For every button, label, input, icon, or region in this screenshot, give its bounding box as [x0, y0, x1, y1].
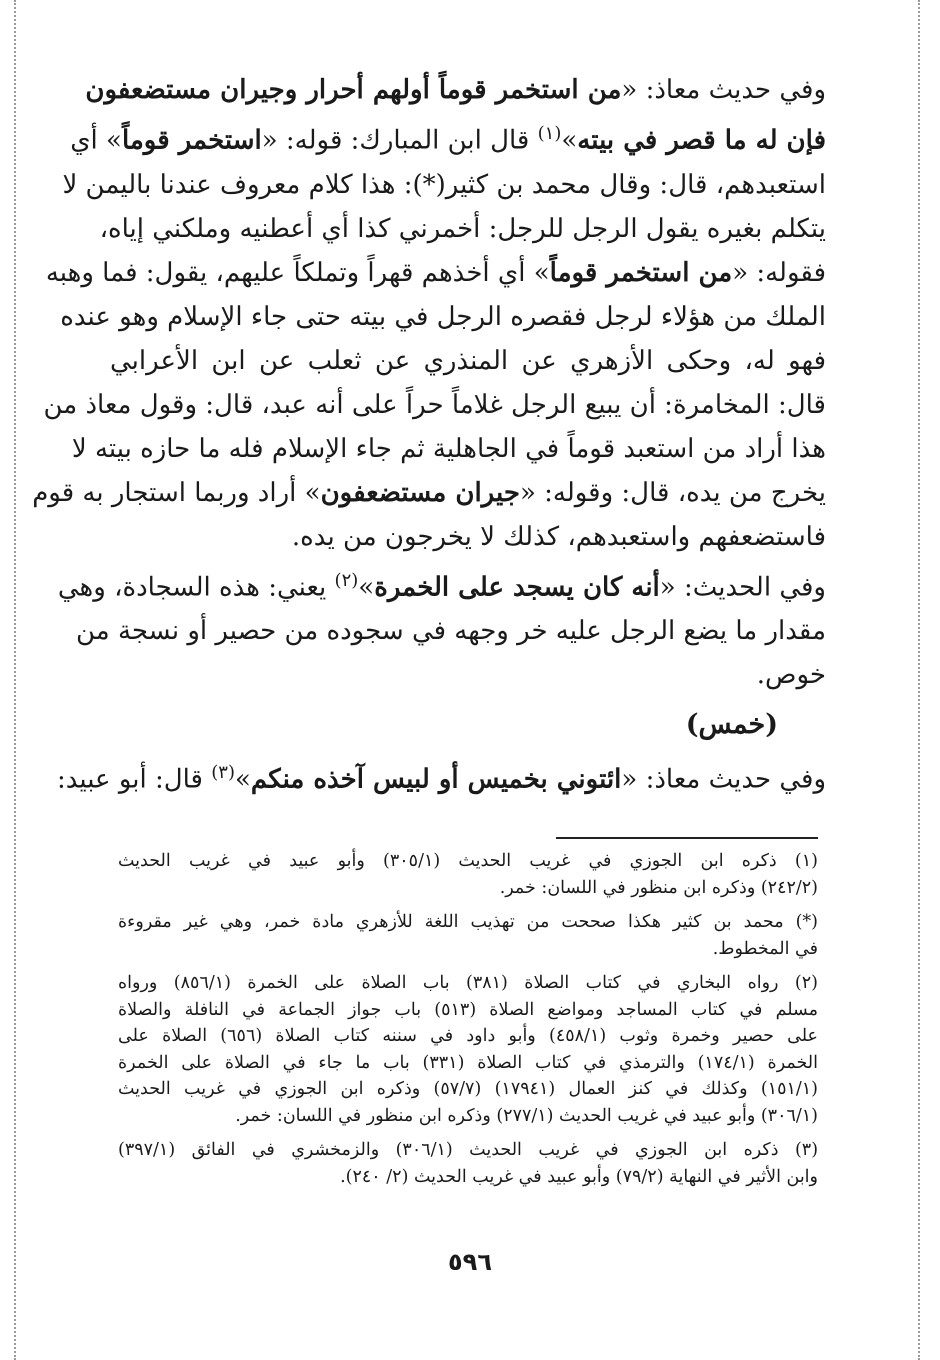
footnotes	[118, 848, 818, 1190]
footnote-line: (*) محمد بن كثير هكذا صححت من تهذيب اللغة للأزهري مادة خمر، وهي غير مقروءة	[118, 912, 818, 932]
text-run: فقوله: «	[732, 257, 826, 288]
text-line: هذا أراد من استعبد قوماً في الجاهلية ثم جاء الإسلام فله ما حازه بيته لا	[71, 433, 826, 464]
hadith-quote: استخمر قوماً	[121, 125, 262, 156]
hadith-quote: ائتوني بخميس أو لبيس آخذه منكم	[250, 764, 622, 795]
footnote-line: (٢٤٢/٢) وذكره ابن منظور في اللسان: خمر.	[499, 877, 818, 898]
text-run: يخرج من يده، قال: وقوله: «	[519, 477, 826, 508]
text-line	[45, 251, 826, 295]
footnote-ref[interactable]: (١)	[537, 123, 562, 144]
footnote-line: (٣) ذكره ابن الجوزي في غريب الحديث (٣٠٦/١) والزمخشري في الفائق (٣٩٧/١)	[118, 1140, 819, 1160]
text-run: قال: أبو عبيد:	[56, 764, 212, 795]
text-run: وفي الحديث: «	[659, 572, 826, 603]
footnote-line: (٣٠٦/١) وأبو عبيد في غريب الحديث (٢٧٧/١) وذكره ابن منظور في اللسان: خمر.	[235, 1105, 818, 1126]
text-line	[32, 471, 826, 515]
text-line: قال: المخامرة: أن يبيع الرجل غلاماً حراً على أنه عبد، قال: وقول معاذ من	[43, 389, 826, 420]
hadith-quote: أنه كان يسجد على الخمرة	[374, 572, 660, 603]
hadith-quote: جيران مستضعفون	[320, 477, 520, 508]
text-run: وفي حديث معاذ: «	[621, 764, 826, 795]
footnote-line: (٢) رواه البخاري في كتاب الصلاة (٣٨١) باب الصلاة على الخمرة (٨٥٦/١) ورواه	[118, 973, 818, 993]
text-run: »	[358, 572, 375, 603]
text-run: وفي حديث معاذ: «	[621, 75, 826, 105]
footnote-line: مسلم في كتاب المساجد ومواضع الصلاة (٥١٣) باب جواز الجماعة في النافلة والصلاة	[118, 999, 818, 1020]
text-run: » أراد وربما استجار به قوم	[32, 477, 321, 508]
footnote-line: وابن الأثير في النهاية (٧٩/٢) وأبو عبيد في غريب الحديث (٢/ ٢٤٠).	[340, 1166, 818, 1187]
text-line: استعبدهم، قال: وقال محمد بن كثير(*): هذا كلام معروف عندنا باليمن لا	[62, 169, 826, 200]
text-run: » أي أخذهم قهراً وتملكاً عليهم، يقول: فما وهبه	[45, 257, 550, 288]
text-line	[70, 112, 826, 163]
text-line	[57, 559, 826, 610]
footnote-line: (١٥١/١) وكذلك في كنز العمال (١٧٩٤١) (٥٧/٧) وذكره ابن الجوزي في غريب الحديث	[118, 1079, 818, 1099]
text-line: فهو له، وحكى الأزهري عن المنذري عن ثعلب عن ابن الأعرابي	[110, 345, 826, 376]
footnote-divider	[556, 837, 818, 839]
footnote-ref[interactable]: (٣)	[211, 762, 235, 784]
hadith-quote: فإن له ما قصر في بيته	[577, 125, 826, 156]
footnote-line: في المخطوط.	[712, 938, 818, 959]
text-line: الملك من هؤلاء لرجل فقصره الرجل في بيته حتى جاء الإسلام وهو عنده	[60, 301, 826, 332]
footnote-line: (١) ذكره ابن الجوزي في غريب الحديث (٣٠٥/١) وأبو عبيد في غريب الحديث	[118, 851, 818, 871]
scan-edge-right	[918, 0, 920, 1360]
hadith-quote: من استخمر قوماً	[549, 257, 733, 288]
text-line: مقدار ما يضع الرجل عليه خر وجهه في سجوده من حصير أو نسجة من	[75, 616, 826, 647]
text-line: فاستضعفهم واستعبدهم، كذلك لا يخرجون من يده.	[291, 521, 826, 552]
text-run: »	[561, 125, 578, 156]
text-run: » أي	[70, 125, 122, 156]
footnote-line: الخمرة (١٧٤/١) والترمذي في كتاب الصلاة (٣٣١) باب ما جاء في الصلاة على الخمرة	[118, 1052, 818, 1073]
main-text	[32, 68, 826, 802]
text-line: يتكلم بغيره يقول الرجل للرجل: أخمرني كذا أي أعطنيه وملكني إياه،	[99, 213, 826, 244]
text-line: خوص.	[756, 660, 826, 691]
section-heading: (خمس)	[685, 709, 778, 741]
text-line	[85, 68, 826, 112]
text-run: »	[235, 764, 251, 795]
hadith-quote: من استخمر قوماً أولهم أحرار وجيران مستضعفون	[85, 75, 622, 105]
footnote-ref[interactable]: (٢)	[334, 569, 359, 591]
text-line	[56, 751, 826, 802]
text-run: قال ابن المبارك: قوله: «	[261, 125, 538, 156]
page-number: ٥٩٦	[448, 1248, 492, 1276]
text-run: يعني: هذه السجادة، وهي	[57, 572, 335, 603]
footnote-line: على حصير وخمرة وثوب (٤٥٨/١) وأبو داود في سننه كتاب الصلاة (٦٥٦) الصلاة على	[118, 1026, 818, 1046]
scan-edge-left	[14, 0, 16, 1360]
